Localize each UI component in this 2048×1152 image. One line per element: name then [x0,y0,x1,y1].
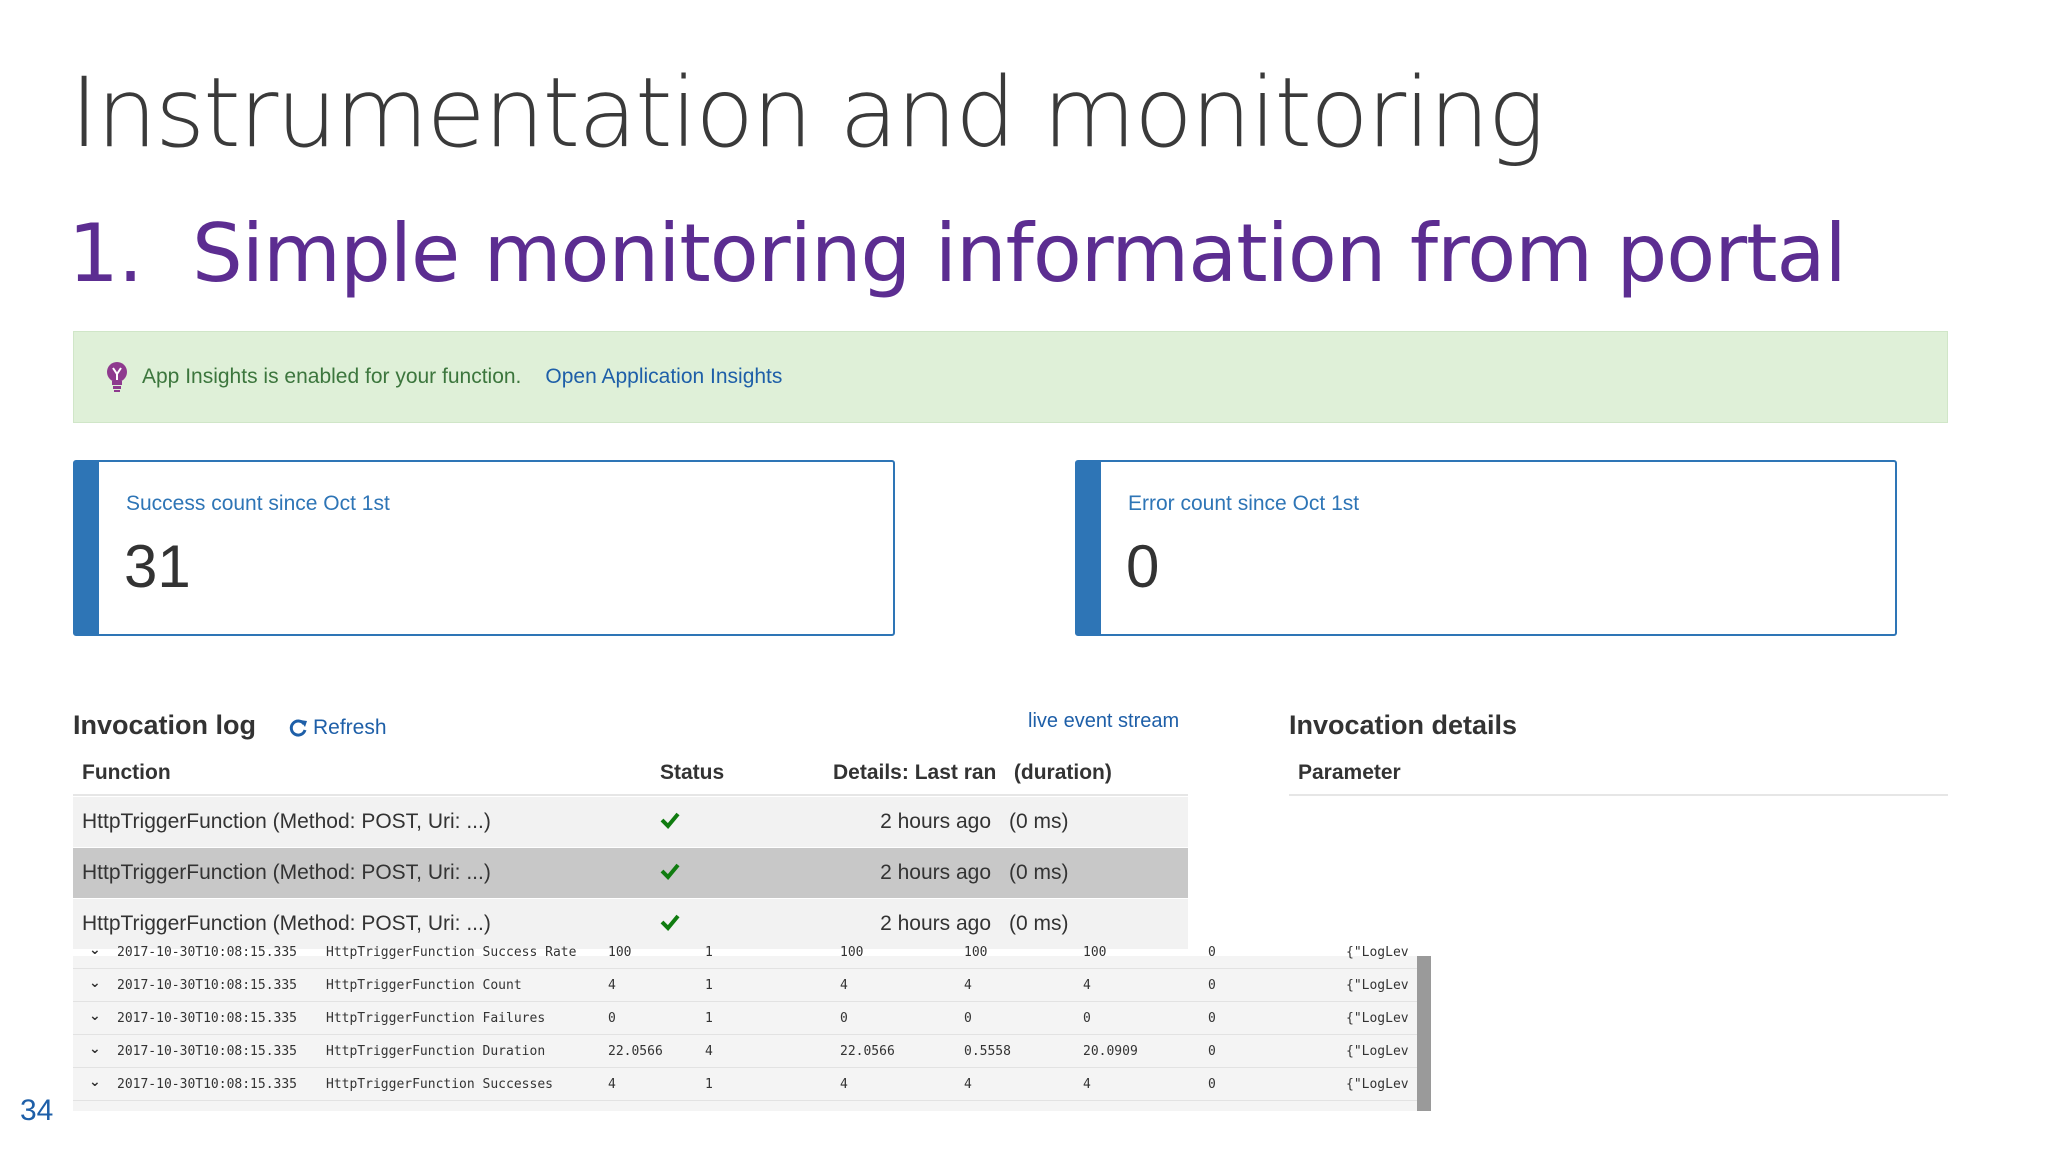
column-function: Function [82,761,171,784]
log-cell-c6: 0 [1208,1077,1216,1092]
log-cell-c1: 4 [608,978,616,993]
log-cell-c1: 22.0566 [608,1044,663,1059]
metrics-log-panel[interactable] [73,942,1431,1111]
invocation-details-title: Invocation details [1289,710,1518,740]
log-cell-c6: 0 [1208,1011,1216,1026]
refresh-button[interactable] [288,716,387,740]
log-cell-c1: 4 [608,1077,616,1092]
log-cell-name: HttpTriggerFunction Failures [326,1011,546,1026]
chevron-down-icon[interactable]: ⌄ [89,1041,101,1057]
log-cell-c5: 4 [1083,1077,1091,1092]
log-cell-c7: {"LogLev [1346,945,1409,960]
chevron-down-icon[interactable]: ⌄ [89,1008,101,1024]
live-event-stream-link[interactable]: live event stream [1028,710,1180,732]
log-cell-c6: 0 [1208,1044,1216,1059]
open-application-insights-link[interactable]: Open Application Insights [545,365,783,388]
function-name: HttpTriggerFunction (Method: POST, Uri: ...) [82,810,491,833]
log-cell-c5: 20.0909 [1083,1044,1138,1059]
column-parameter: Parameter [1298,761,1401,784]
column-status: Status [660,761,725,784]
duration: (0 ms) [1009,912,1069,935]
log-cell-c3: 4 [840,978,848,993]
log-panel-row[interactable] [73,936,1417,969]
log-cell-c4: 0.5558 [964,1044,1011,1059]
log-cell-c7: {"LogLev [1346,1044,1409,1059]
log-cell-c5: 0 [1083,1011,1091,1026]
log-cell-time: 2017-10-30T10:08:15.335 [117,978,298,993]
log-cell-name: HttpTriggerFunction Count [326,978,522,993]
log-cell-name: HttpTriggerFunction Success Rate [326,945,577,960]
subtitle-number: 1. [68,207,143,300]
error-count-value: 0 [1126,533,1160,600]
log-cell-c4: 4 [964,1077,972,1092]
banner-message: App Insights is enabled for your function. [142,365,522,388]
log-cell-c7: {"LogLev [1346,1011,1409,1026]
log-cell-c4: 0 [964,1011,972,1026]
invocation-log-title: Invocation log [73,710,257,740]
log-cell-c2: 1 [705,1077,713,1092]
slide-title: Instrumentation and monitoring [70,57,1544,169]
subtitle-text: Simple monitoring information from portal [192,207,1846,300]
log-cell-c2: 4 [705,1044,713,1059]
log-cell-time: 2017-10-30T10:08:15.335 [117,1077,298,1092]
success-count-value: 31 [124,533,191,600]
log-cell-c3: 22.0566 [840,1044,895,1059]
table-header [73,752,1188,796]
log-cell-c2: 1 [705,978,713,993]
log-cell-c1: 0 [608,1011,616,1026]
log-panel-row[interactable] [73,1035,1417,1068]
log-cell-c3: 0 [840,1011,848,1026]
log-cell-name: HttpTriggerFunction Successes [326,1077,553,1092]
function-name: HttpTriggerFunction (Method: POST, Uri: ...) [82,912,491,935]
log-cell-c3: 100 [840,945,864,960]
log-cell-time: 2017-10-30T10:08:15.335 [117,1011,298,1026]
error-count-label: Error count since Oct 1st [1128,492,1360,515]
last-ran: 2 hours ago [880,810,991,833]
log-cell-c6: 0 [1208,978,1216,993]
log-cell-c7: {"LogLev [1346,1077,1409,1092]
last-ran: 2 hours ago [880,912,991,935]
success-count-label: Success count since Oct 1st [126,492,390,515]
page-number: 34 [20,1094,54,1127]
log-cell-time: 2017-10-30T10:08:15.335 [117,1044,298,1059]
column-details: Details: Last ran (duration) [833,761,1112,784]
chevron-down-icon[interactable]: ⌄ [89,942,101,958]
slide-subtitle [68,207,1846,300]
log-panel-row[interactable] [73,1002,1417,1035]
last-ran: 2 hours ago [880,861,991,884]
refresh-icon [288,718,308,738]
log-panel-row[interactable] [73,969,1417,1002]
table-row[interactable] [73,847,1188,898]
log-cell-c2: 1 [705,1011,713,1026]
log-cell-c6: 0 [1208,945,1216,960]
log-cell-c5: 100 [1083,945,1107,960]
refresh-label: Refresh [313,716,387,739]
log-cell-c3: 4 [840,1077,848,1092]
invocation-details-header [1289,752,1948,796]
log-cell-c4: 100 [964,945,988,960]
invocation-log-table [73,752,1188,949]
success-count-card [73,460,895,636]
log-cell-c2: 1 [705,945,713,960]
log-cell-c5: 4 [1083,978,1091,993]
chevron-down-icon[interactable]: ⌄ [89,1074,101,1090]
log-cell-c1: 100 [608,945,632,960]
duration: (0 ms) [1009,861,1069,884]
error-count-card [1075,460,1897,636]
table-row[interactable] [73,796,1188,847]
chevron-down-icon[interactable]: ⌄ [89,975,101,991]
duration: (0 ms) [1009,810,1069,833]
log-panel-row[interactable] [73,1068,1417,1101]
log-cell-time: 2017-10-30T10:08:15.335 [117,945,298,960]
app-insights-banner [73,331,1948,423]
log-cell-name: HttpTriggerFunction Duration [326,1044,546,1059]
function-name: HttpTriggerFunction (Method: POST, Uri: ...) [82,861,491,884]
log-cell-c7: {"LogLev [1346,978,1409,993]
log-cell-c4: 4 [964,978,972,993]
lightbulb-icon [104,360,130,394]
